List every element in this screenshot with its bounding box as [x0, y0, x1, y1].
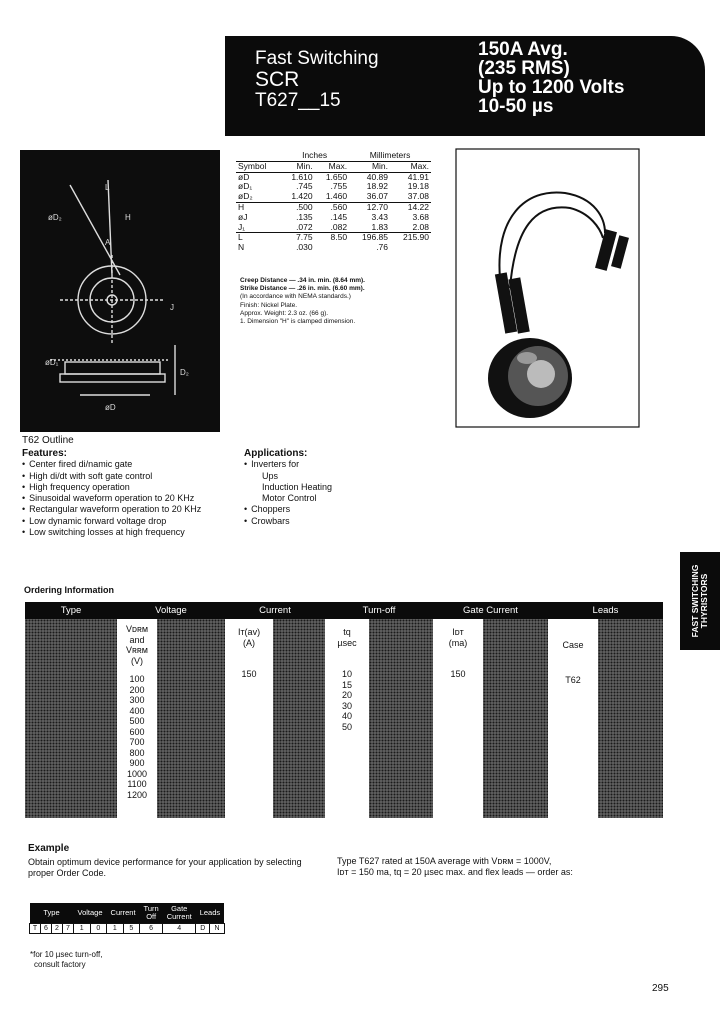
list-item: Motor Control: [262, 493, 317, 504]
code-digit: 6: [41, 924, 52, 934]
dim-subheader-row: [236, 161, 431, 172]
list-item: • Crowbars: [244, 516, 444, 527]
voltage-value: 1200: [126, 789, 148, 800]
device-photo: [455, 148, 640, 428]
code-digit: T: [30, 924, 41, 934]
code-digit: 5: [123, 924, 140, 934]
note-weight: Approx. Weight: 2.3 oz. (66 g).: [240, 309, 329, 317]
ord-header-gate: Gate Current: [433, 602, 548, 619]
code-header-turnoff: Turn Off: [140, 903, 163, 924]
list-item: • High di/dt with soft gate control: [22, 471, 252, 482]
code-digit: 2: [52, 924, 63, 934]
current-value: 150: [241, 669, 257, 679]
list-item: • Rectangular waveform operation to 20 KHz: [22, 504, 252, 515]
code-digit: N: [210, 924, 224, 934]
spec-line3: Up to 1200 Volts: [478, 77, 625, 98]
profile-top: [65, 362, 160, 374]
voltage-column: Vᴅʀᴍ and Vʀʀᴍ (V) 100 200 300 400 500 600 700 800 900 1000 1100 1200: [117, 619, 157, 823]
voltage-value: 400: [129, 705, 145, 716]
type-code-fill: [25, 619, 117, 818]
code-digit: D: [196, 924, 210, 934]
profile-bottom: [60, 374, 165, 382]
example-line2: Iᴅᴛ = 150 ma, tq = 20 µsec max. and flex leads — order as:: [337, 867, 573, 877]
list-item: • Center fired di/namic gate: [22, 459, 252, 470]
footnote: [30, 950, 103, 970]
features-section: [22, 448, 252, 538]
outline-drawing: [20, 150, 220, 432]
dim-col-inches: Inches: [280, 151, 349, 161]
tab-line2: THYRISTORS: [699, 573, 709, 629]
list-item: • Low switching losses at high frequency: [22, 527, 252, 538]
code-digit-row: [30, 924, 225, 934]
title-line1: Fast Switching: [255, 48, 379, 69]
outline-svg: [20, 150, 220, 432]
spec-line4: 10-50 µs: [478, 96, 554, 117]
note-dimension: 1. Dimension "H" is clamped dimension.: [240, 318, 356, 326]
code-header-current: Current: [107, 903, 140, 924]
footnote-line1: *for 10 µsec turn-off,: [30, 950, 103, 959]
code-digit: 1: [74, 924, 91, 934]
dim-header-row: [236, 151, 431, 161]
voltage-value: 800: [129, 747, 145, 758]
note-finish: Finish: Nickel Plate.: [240, 301, 298, 309]
product-specs: [478, 40, 698, 116]
example-text: Obtain optimum device performance for your application by selecting proper Order Code.: [28, 857, 302, 878]
code-header-gate: Gate Current: [163, 903, 196, 924]
product-title: [255, 48, 455, 111]
voltage-value: 300: [129, 695, 145, 705]
label-d2-side: D₂: [180, 368, 189, 377]
features-list: [22, 459, 252, 538]
features-title: Features:: [22, 448, 68, 459]
dimension-table: [236, 151, 431, 253]
order-code-table: [29, 903, 225, 934]
ordering-title: Ordering Information: [24, 585, 114, 595]
voltage-code-fill: [157, 619, 225, 818]
page-number: 295: [652, 983, 669, 994]
photo-disk-center: [527, 360, 555, 388]
leads-value: T62: [565, 674, 581, 685]
code-digit: 1: [107, 924, 124, 934]
photo-highlight: [517, 352, 537, 364]
voltage-value: 700: [129, 737, 145, 747]
gate-value: 150: [450, 669, 466, 679]
voltage-value: 500: [129, 716, 145, 726]
dim-mm-max: Max.: [390, 161, 431, 172]
example-title: Example: [28, 843, 70, 854]
code-header-leads: Leads: [196, 903, 224, 924]
gate-code-fill: [483, 619, 548, 818]
tab-line1: FAST SWITCHING: [690, 564, 700, 638]
current-code-fill: [273, 619, 325, 818]
code-digit: 4: [163, 924, 196, 934]
list-item: • Sinusoidal waveform operation to 20 KHz: [22, 493, 252, 504]
title-line3: T627__15: [255, 90, 341, 111]
applications-section: [244, 448, 444, 527]
voltage-value: 100: [129, 674, 145, 684]
code-digit: 6: [140, 924, 163, 934]
dim-row: øD 1.610 1.650 40.89 41.91: [238, 171, 429, 182]
section-tab: [680, 552, 720, 650]
dim-symbol-label: Symbol: [236, 161, 280, 172]
example-order-text: [337, 856, 667, 878]
outline-caption: T62 Outline: [22, 435, 74, 446]
list-item: Ups: [262, 470, 279, 481]
dim-row: J₁ .072 .082 1.83 2.08: [238, 221, 429, 232]
list-item: • High frequency operation: [22, 482, 252, 493]
dim-row: øD₂ 1.420 1.460 36.07 37.08: [238, 191, 429, 202]
leads-code-fill: [598, 619, 663, 818]
current-column: Iᴛ(av) (A) 150: [225, 619, 273, 826]
dim-row: øJ .135 .145 3.43 3.68: [238, 211, 429, 222]
leads-column: Case T62: [548, 619, 598, 839]
turnoff-value: 10: [341, 669, 352, 679]
ord-header-type: Type: [25, 602, 117, 619]
turnoff-value: 30: [341, 700, 352, 711]
list-item: • Choppers: [244, 504, 444, 515]
code-header-row: [30, 903, 225, 924]
label-a: A: [105, 238, 111, 247]
voltage-value: 200: [129, 684, 145, 695]
turnoff-column: tq µsec 10 15 20 30 40 50: [325, 619, 369, 826]
dim-col-symbol: [236, 151, 280, 161]
turnoff-value: 20: [341, 690, 352, 700]
voltage-value: 600: [129, 726, 145, 737]
title-line2: SCR: [255, 68, 300, 91]
list-item: • Inverters for: [244, 459, 444, 470]
voltage-value: 1100: [127, 779, 147, 789]
dim-col-mm: Millimeters: [349, 151, 431, 161]
applications-list: [244, 459, 444, 470]
ord-header-voltage: Voltage: [117, 602, 225, 619]
dim-row: øD₁ .745 .755 18.92 19.18: [238, 181, 429, 192]
code-header-voltage: Voltage: [74, 903, 107, 924]
ord-header-current: Current: [225, 602, 325, 619]
label-l: L: [105, 183, 110, 192]
ord-header-turnoff: Turn-off: [325, 602, 433, 619]
list-item: Induction Heating: [262, 481, 333, 492]
note-nema: (In accordance with NEMA standards.): [240, 293, 351, 301]
list-item: • Low dynamic forward voltage drop: [22, 516, 252, 527]
note-creep: Creep Distance — .34 in. min. (8.64 mm).: [240, 277, 365, 284]
ordering-table: [25, 602, 663, 818]
dim-row: N .030 .76: [238, 242, 389, 253]
dim-in-min: Min.: [280, 161, 314, 172]
dim-mm-min: Min.: [349, 161, 390, 172]
spec-line2: (235 RMS): [478, 58, 570, 79]
label-h: H: [125, 213, 131, 222]
footnote-line2: consult factory: [34, 960, 86, 969]
voltage-value: 1000: [126, 768, 148, 779]
code-header-type: Type: [30, 903, 74, 924]
dim-row: L 7.75 8.50 196.85 215.90: [238, 232, 429, 243]
dimension-notes: [240, 277, 450, 326]
applications-title: Applications:: [244, 448, 308, 459]
voltage-value: 900: [129, 758, 145, 768]
gate-column: Iᴅᴛ (ma) 150: [433, 619, 483, 826]
spec-line1: 150A Avg.: [478, 39, 568, 60]
label-d2: øD₂: [48, 213, 62, 222]
example-line1: Type T627 rated at 150A average with Vᴅʀᴍ = 1000V,: [337, 856, 552, 866]
label-d: øD: [105, 403, 116, 412]
code-digit: 7: [63, 924, 74, 934]
label-d1: øD₁: [45, 358, 59, 367]
dim-row: H .500 .560 12.70 14.22: [238, 201, 429, 212]
turnoff-value: 40: [341, 711, 352, 721]
turnoff-code-fill: [369, 619, 433, 818]
label-j: J: [170, 303, 174, 312]
turnoff-value: 50: [341, 721, 352, 732]
note-strike: Strike Distance — .26 in. min. (6.60 mm).: [240, 285, 365, 293]
ord-header-leads: Leads: [548, 602, 663, 619]
code-digit: 0: [90, 924, 107, 934]
dim-in-max: Max.: [315, 161, 349, 172]
turnoff-value: 15: [341, 679, 352, 690]
